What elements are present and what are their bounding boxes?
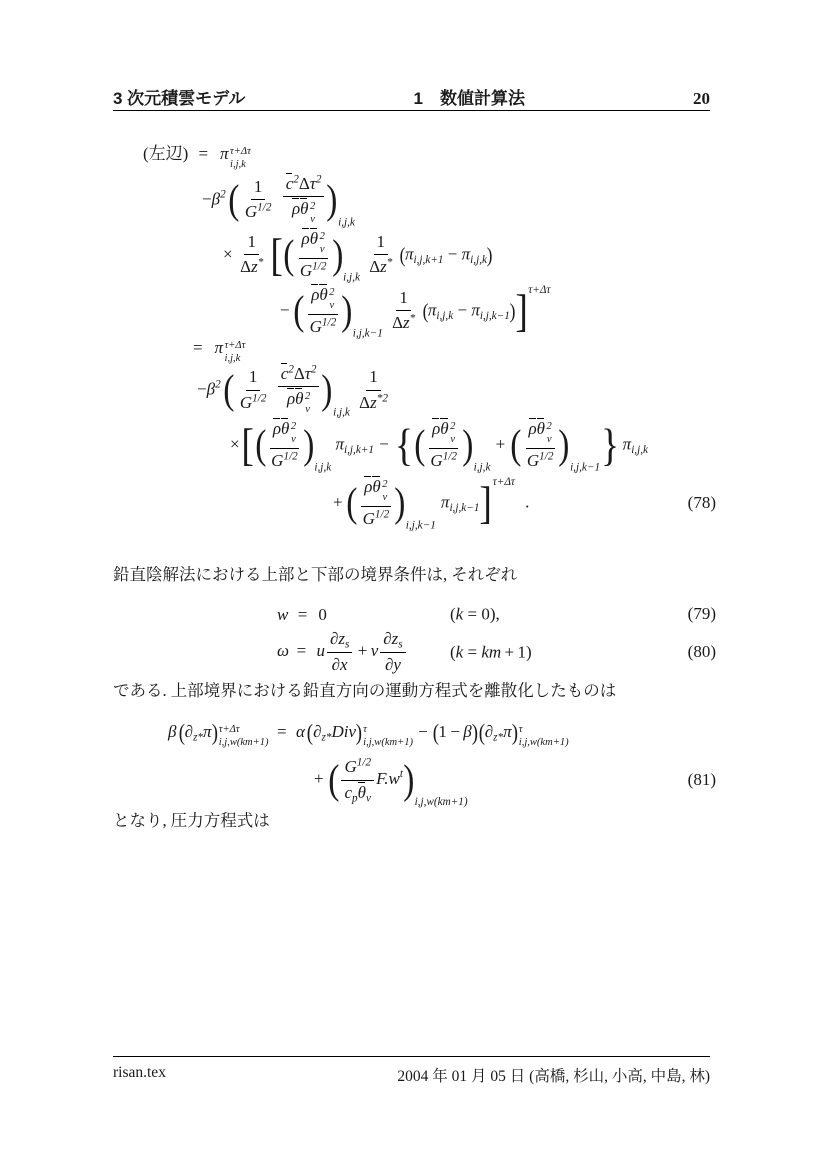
footer-rule — [113, 1056, 710, 1057]
paragraph-pressure-equation: となり, 圧力方程式は — [113, 811, 270, 830]
equation-81-line-2 — [113, 754, 716, 809]
equation-78-line-5 — [113, 339, 716, 365]
equation-79 — [113, 600, 716, 628]
math-expression: + ( $G^{1/2}$ cpθv $F.w^t)_{i,j,w(km+1)}$ — [314, 756, 468, 809]
equation-78-line-8 — [113, 475, 716, 531]
math-expression: ×[( ρθ 2 v $G^{1/2}$ )$_{i,j,k}\pi i,j,k+1$ − {( ρθ 2 v $G^{1/2}$ )$_{i,j,k}+$ ( ρθ 2 v $G^{1/2}$ )$_{i,j,k-1}$} πi,j,k — [230, 418, 649, 474]
math-expression: w = 0 — [277, 604, 327, 624]
page-header — [113, 84, 710, 109]
math-expression: ω = u $\frac{\partial zs}{\partial x}$ + v $\frac{\partial zs}{\partial y}$ — [277, 629, 408, 675]
equation-78-line-6 — [113, 362, 716, 419]
equation-number-78: (78) — [687, 493, 716, 512]
equation-number-81: (81) — [687, 770, 716, 789]
footer-filename: risan.tex — [113, 1064, 166, 1081]
math-expression: = π τ+Δτ i,j,k — [193, 337, 246, 365]
page-footer — [113, 1064, 710, 1086]
paragraph-upper-boundary: である. 上部境界における鉛直方向の運動方程式を離散化したものは — [113, 681, 617, 700]
math-expression: × $\frac{1}{\Delta z^*}$ [( ρθ 2 v $G^{1/2}$ )$_{i,j,k}$ $\frac{1}{\Delta z^*}$ (πi,j,k+1 − πi,j,k) — [223, 228, 493, 284]
paragraph-boundary-conditions: 鉛直陰解法における上部と下部の境界条件は, それぞれ — [113, 565, 518, 584]
math-expression: (左辺) = π τ+Δτ i,j,k — [143, 143, 251, 171]
equation-80-condition: (k = km + 1) — [450, 642, 532, 662]
math-expression: β(∂z*π) τ+Δτ i,j,w(km+1) = α(∂z*Div) τ i,j,w(km+1) − (1 − β)(∂z*π) τ i,j,w(km+1) — [168, 719, 569, 749]
equation-78-line-1 — [113, 143, 716, 173]
equation-79-condition: (k = 0), — [450, 604, 500, 624]
math-expression: $-\beta^2$( $\frac{1}{G^{1/2}}$ $c^2\Delta\tau^2$ ρθ 2 v )$_{i,j,k}$ $\frac{1}{\Delta z^{*2}}$ — [197, 362, 388, 419]
equation-number-80: (80) — [687, 642, 716, 661]
equation-81-line-1 — [113, 718, 716, 754]
math-expression: +( ρθ 2 v $G^{1/2}$ )$_{i,j,k-1}\pi i,j,k-1]^{\tau+\Delta\tau}$. — [333, 475, 530, 532]
header-page-number: 20 — [693, 89, 710, 108]
equation-number-79: (79) — [687, 604, 716, 623]
header-running-title: 3 次元積雲モデル — [113, 89, 246, 108]
equation-78-line-7 — [113, 415, 716, 475]
equation-78-line-4 — [113, 283, 716, 339]
math-expression: −( ρθ 2 v $G^{1/2}$ )$_{i,j,k-1}$ $\frac{1}{\Delta z^*}$ (πi,j,k − πi,j,k−1)]$^{\tau+\Delta\tau}$ — [280, 283, 551, 340]
equation-78-line-2 — [113, 173, 716, 227]
equation-78-line-3 — [113, 227, 716, 283]
footer-date-authors: 2004 年 01 月 05 日 (高橋, 杉山, 小高, 中島, 林) — [397, 1068, 710, 1085]
equation-80 — [113, 628, 716, 676]
header-right-group — [414, 84, 710, 109]
header-rule — [113, 110, 710, 111]
equation-78-block — [113, 143, 716, 531]
header-section-title: 1 数値計算法 — [413, 89, 525, 108]
math-expression: $-\beta^2$( $\frac{1}{G^{1/2}}$ $c^2\Delta\tau^2$ ρθ 2 v )$_{i,j,k}$ — [202, 172, 355, 229]
